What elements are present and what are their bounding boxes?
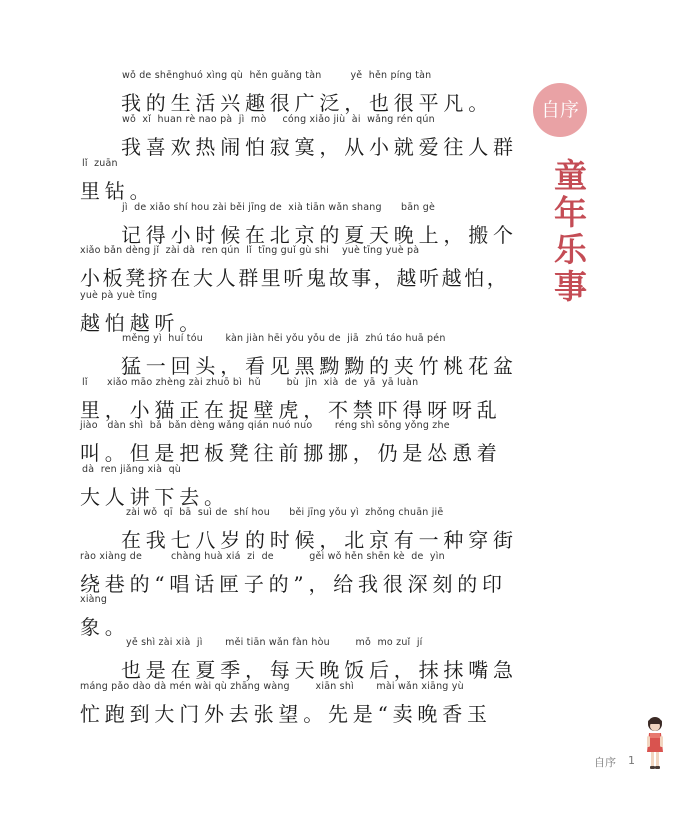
- hanzi-line: 我喜欢热闹怕寂寞，从小就爱往人群: [121, 135, 518, 159]
- hanzi-line: 叫。但是把板凳往前挪挪，仍是怂恿着: [80, 441, 502, 465]
- pinyin-line: jì de xiǎo shí hou zài běi jīng de xià tiān wǎn shang bān gè: [122, 202, 435, 213]
- pinyin-line: jiào dàn shì bǎ bǎn dèng wǎng qián nuó nuo réng shì sǒng yǒng zhe: [80, 420, 450, 431]
- hanzi-line: 猛一回头，看见黑黝黝的夹竹桃花盆: [121, 354, 518, 378]
- chapter-title: 童年乐事: [549, 158, 588, 306]
- pinyin-line: lǐ zuān: [82, 158, 118, 169]
- pinyin-line: máng pǎo dào dà mén wài qù zhāng wàng xiān shì mài wǎn xiāng yù: [80, 681, 464, 692]
- hanzi-line: 绕巷的“唱话匣子的”，给我很深刻的印: [80, 572, 507, 596]
- hanzi-line: 大人讲下去。: [80, 485, 229, 509]
- hanzi-line: 象。: [80, 615, 130, 639]
- pinyin-line: zài wǒ qī bā suì de shí hou běi jīng yǒu yì zhǒng chuān jiē: [126, 507, 444, 518]
- hanzi-line: 里钻。: [80, 179, 155, 203]
- preface-stamp: [533, 83, 587, 137]
- hanzi-line: 忙跑到大门外去张望。先是“卖晚香玉: [80, 702, 492, 726]
- pinyin-line: wǒ de shēnghuó xìng qù hěn guǎng tàn yě hěn píng tàn: [122, 70, 432, 81]
- hanzi-line: 在我七八岁的时候，北京有一种穿街: [121, 528, 518, 552]
- pinyin-line: xiǎo bǎn dèng jǐ zài dà ren qún lǐ tīng guǐ gù shi yuè tīng yuè pà: [80, 245, 420, 256]
- hanzi-line: 越怕越听。: [80, 311, 204, 335]
- girl-illustration-icon: [644, 716, 666, 772]
- hanzi-line: 小板凳挤在大人群里听鬼故事，越听越怕，: [80, 266, 510, 290]
- footer-section-label: 自序: [594, 756, 616, 769]
- hanzi-line: 也是在夏季，每天晚饭后，抹抹嘴急: [121, 658, 518, 682]
- preface-stamp-label: 自序: [540, 98, 579, 121]
- pinyin-line: měng yì huí tóu kàn jiàn hēi yǒu yǒu de jiā zhú táo huā pén: [122, 333, 446, 344]
- pinyin-line: rào xiàng de chàng huà xiá zi de gěi wǒ hěn shēn kè de yìn: [80, 551, 445, 562]
- hanzi-line: 我的生活兴趣很广泛，也很平凡。: [121, 91, 493, 115]
- pinyin-line: xiàng: [80, 594, 108, 605]
- hanzi-line: 记得小时候在北京的夏天晚上，搬个: [121, 223, 518, 247]
- pinyin-line: yuè pà yuè tīng: [80, 290, 158, 301]
- page-number: 1: [628, 754, 635, 767]
- pinyin-line: dà ren jiǎng xià qù: [82, 464, 182, 475]
- pinyin-line: yě shì zài xià jì měi tiān wǎn fàn hòu mǒ mo zuǐ jí: [126, 637, 423, 648]
- pinyin-line: wǒ xǐ huan rè nao pà jì mò cóng xiǎo jiù ài wǎng rén qún: [122, 114, 435, 125]
- pinyin-line: lǐ xiǎo māo zhèng zài zhuō bì hǔ bù jìn xià de yā yā luàn: [82, 377, 419, 388]
- hanzi-line: 里，小猫正在捉壁虎，不禁吓得呀呀乱: [80, 398, 502, 422]
